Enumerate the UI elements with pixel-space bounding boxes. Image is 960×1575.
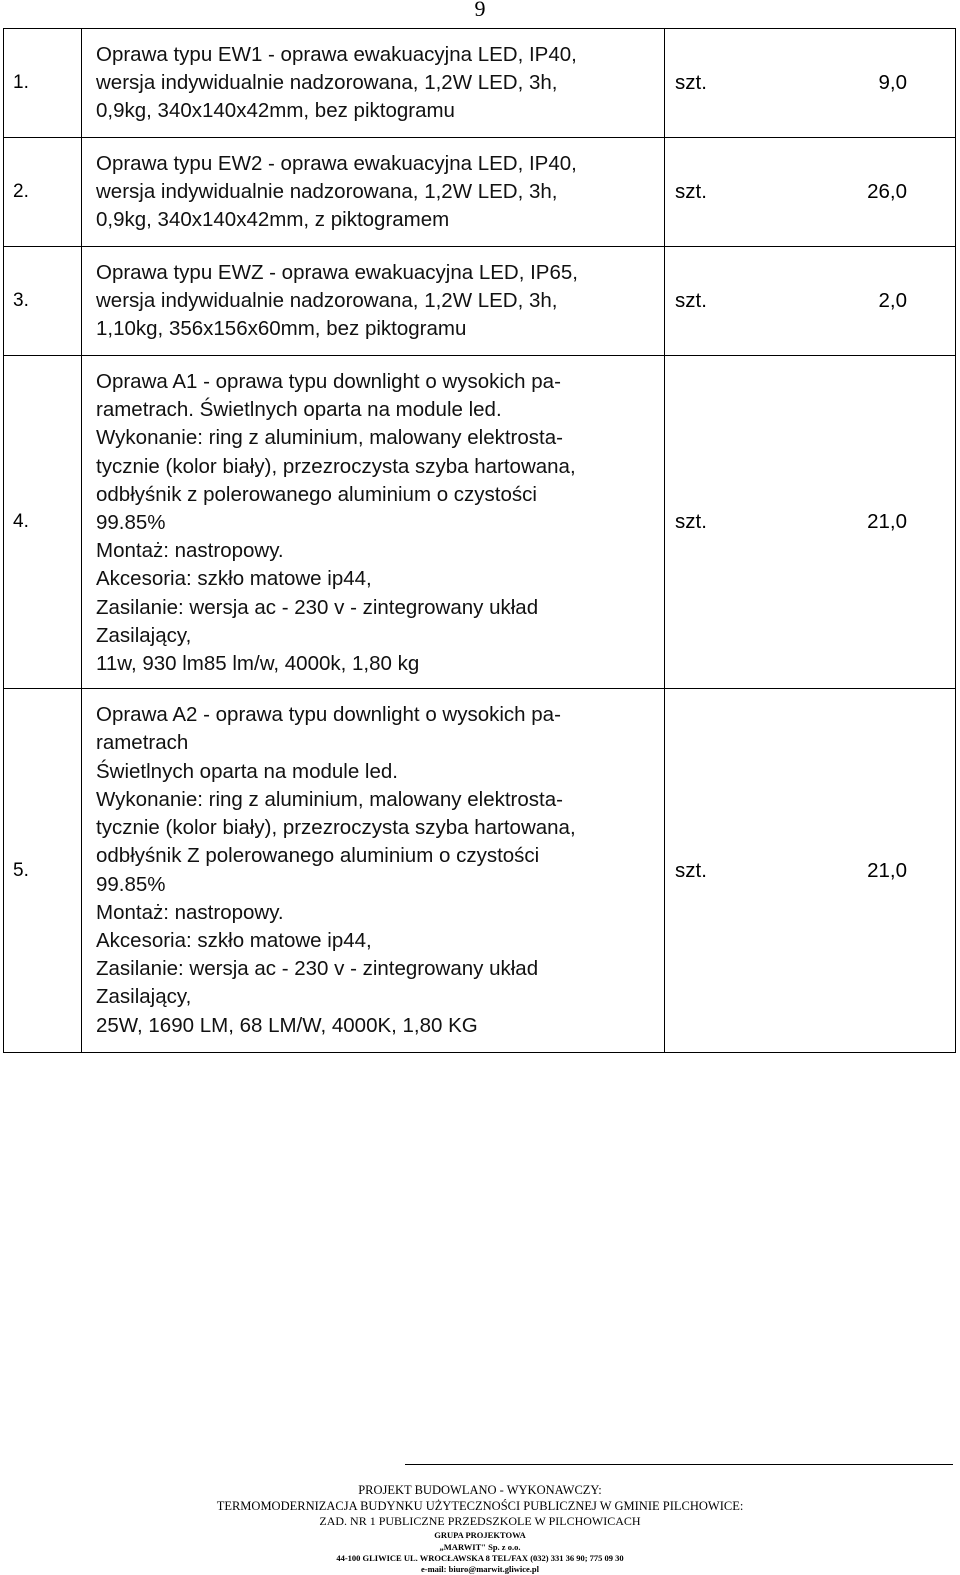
row-unit: szt. [665,356,776,689]
description-line: 0,9kg, 340x140x42mm, z piktogramem [96,208,450,232]
description-line: Akcesoria: szkło matowe ip44, [96,928,372,952]
description-line: 99.85% [96,511,166,535]
row-quantity: 2,0 [775,247,956,356]
row-number: 4. [4,356,82,689]
footer-email: e-mail: biuro@marwit.gliwice.pl [421,1564,539,1574]
table-row [4,356,956,689]
page-number: 9 [474,0,486,21]
description-line: 0,9kg, 340x140x42mm, bez piktogramu [96,99,455,123]
description-line: tycznie (kolor biały), przezroczysta szyba hartowana, [96,816,576,840]
row-unit: szt. [665,247,776,356]
row-description [82,29,665,138]
table-row [4,247,956,356]
description-line: 11w, 930 lm85 lm/w, 4000k, 1,80 kg [96,652,420,676]
description-line: odbłyśnik z polerowanego aluminium o czystości [96,482,537,506]
table-row [4,29,956,138]
items-table [3,28,956,1053]
row-quantity: 9,0 [775,29,956,138]
row-number: 5. [4,689,82,1053]
description-line: Świetlnych oparta na module led. [96,759,398,783]
row-number: 1. [4,29,82,138]
footer-text [0,1482,960,1575]
description-line: Montaż: nastropowy. [96,900,284,924]
footer-task: ZAD. NR 1 PUBLICZNE PRZEDSZKOLE W PILCHOWICACH [319,1514,641,1528]
row-quantity: 21,0 [775,689,956,1053]
description-line: Oprawa typu EW2 - oprawa ewakuacyjna LED, IP40, [96,151,577,175]
description-line: tycznie (kolor biały), przezroczysta szyba hartowana, [96,454,576,478]
description-line: 1,10kg, 356x156x60mm, bez piktogramu [96,317,467,341]
description-line: rametrach [96,731,189,755]
description-line: Zasilanie: wersja ac - 230 v - zintegrowany układ [96,957,539,981]
description-line: rametrach. Świetlnych oparta na module led. [96,398,502,422]
row-quantity: 21,0 [775,356,956,689]
footer-project-title: TERMOMODERNIZACJA BUDYNKU UŻYTECZNOŚCI PUBLICZNEJ W GMINIE PILCHOWICE: [216,1499,744,1513]
description-line: 25W, 1690 LM, 68 LM/W, 4000K, 1,80 KG [96,1013,478,1037]
description-line: Zasilający, [96,623,192,647]
table-row [4,138,956,247]
description-line: wersja indywidualnie nadzorowana, 1,2W LED, 3h, [96,179,558,203]
description-line: Oprawa A2 - oprawa typu downlight o wysokich pa- [96,703,561,727]
description-line: wersja indywidualnie nadzorowana, 1,2W LED, 3h, [96,288,558,312]
footer-divider [405,1464,953,1465]
row-description [82,247,665,356]
footer-project-type: PROJEKT BUDOWLANO - WYKONAWCZY: [358,1483,602,1497]
description-line: Zasilanie: wersja ac - 230 v - zintegrowany układ [96,595,539,619]
description-line: 99.85% [96,872,166,896]
row-number: 2. [4,138,82,247]
row-unit: szt. [665,29,776,138]
row-unit: szt. [665,689,776,1053]
description-line: Oprawa A1 - oprawa typu downlight o wysokich pa- [96,370,561,393]
row-number: 3. [4,247,82,356]
description-line: Akcesoria: szkło matowe ip44, [96,567,372,591]
description-line: wersja indywidualnie nadzorowana, 1,2W LED, 3h, [96,70,558,94]
row-description [82,138,665,247]
description-line: Wykonanie: ring z aluminium, malowany elektrosta- [96,426,563,450]
description-line: odbłyśnik Z polerowanego aluminium o czystości [96,844,540,868]
table-row [4,689,956,1053]
row-unit: szt. [665,138,776,247]
row-description [82,356,665,689]
footer-company-name: „MARWIT" Sp. z o.o. [439,1542,521,1552]
footer-address: 44-100 GLIWICE UL. WROCŁAWSKA 8 TEL/FAX (032) 331 36 90; 775 09 30 [336,1553,624,1563]
description-line: Oprawa typu EWZ - oprawa ewakuacyjna LED, IP65, [96,260,578,284]
description-line: Zasilający, [96,985,192,1009]
row-description [82,689,665,1053]
description-line: Wykonanie: ring z aluminium, malowany elektrosta- [96,787,563,811]
description-line: Oprawa typu EW1 - oprawa ewakuacyjna LED, IP40, [96,42,577,66]
row-quantity: 26,0 [775,138,956,247]
footer-company-group: GRUPA PROJEKTOWA [434,1530,526,1540]
description-line: Montaż: nastropowy. [96,539,284,563]
